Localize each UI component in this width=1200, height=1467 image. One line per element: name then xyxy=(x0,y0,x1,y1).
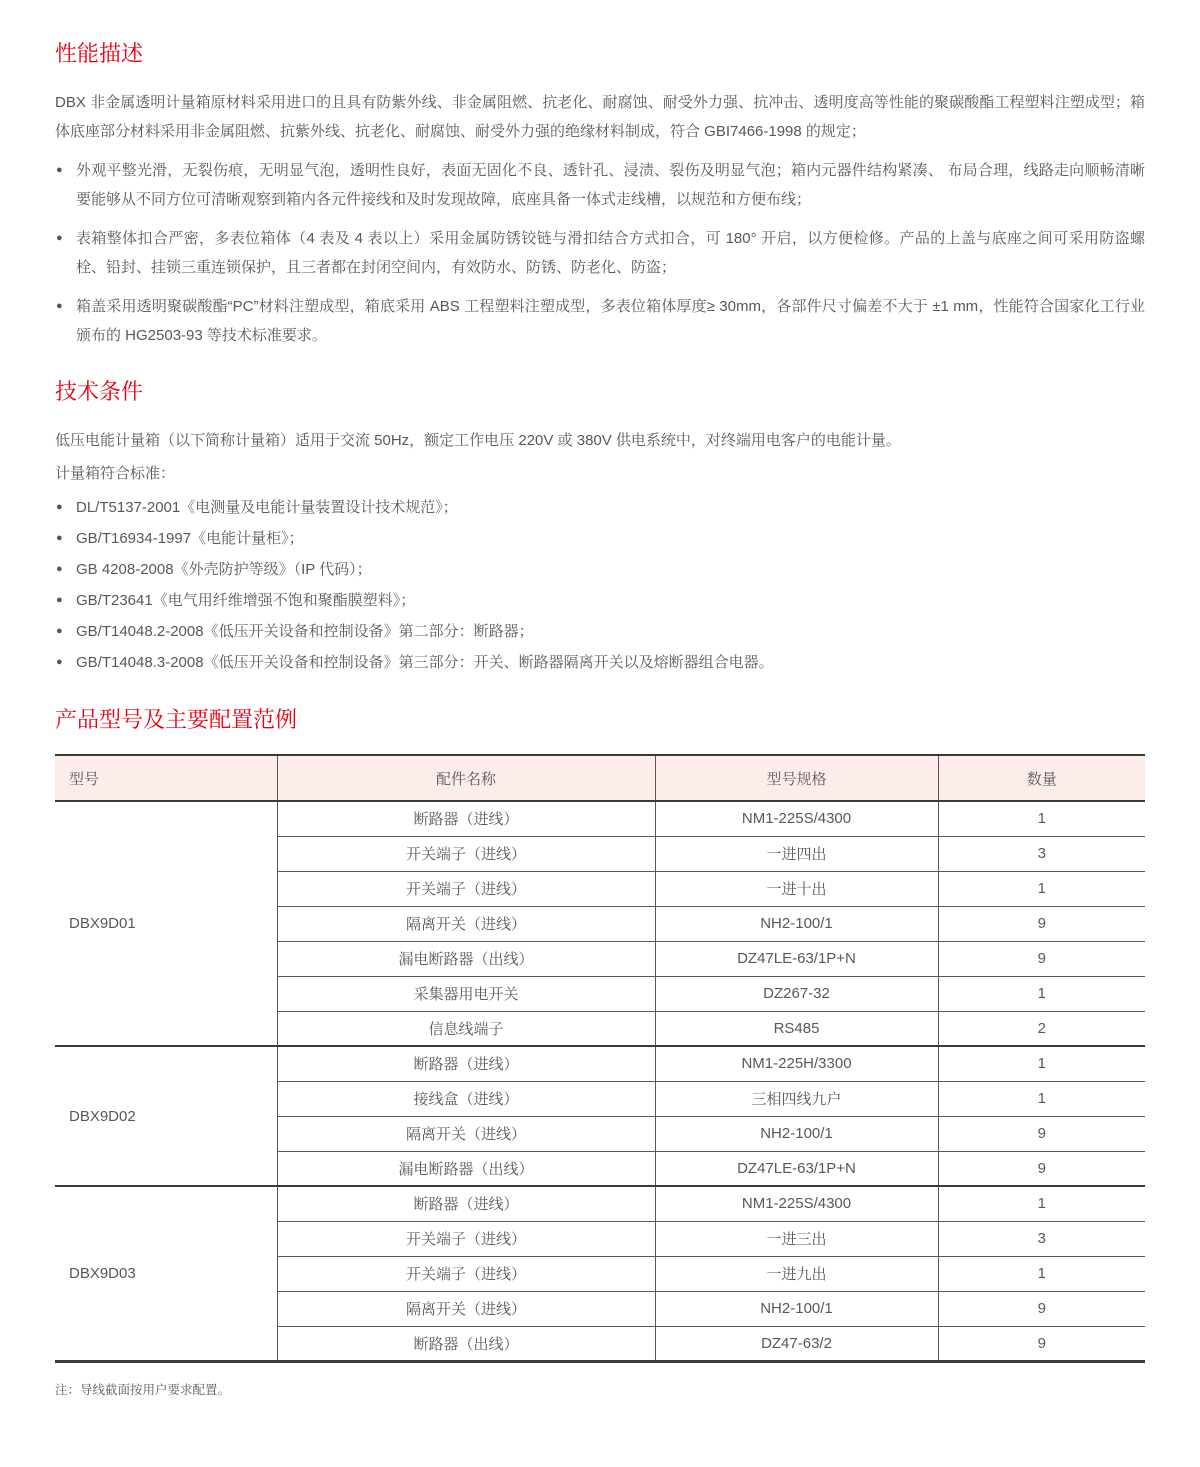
part-name-cell: 接线盒（进线） xyxy=(277,1081,655,1116)
spec-cell: 一进十出 xyxy=(655,871,938,906)
part-name-cell: 开关端子（进线） xyxy=(277,1221,655,1256)
standard-item-text: GB/T23641《电气用纤维增强不饱和聚酯膜塑料》； xyxy=(76,592,416,609)
spec-cell: DZ47-63/2 xyxy=(655,1326,938,1361)
config-table-body xyxy=(55,801,1145,1361)
config-table xyxy=(55,754,1145,1363)
section-title-models: 产品型号及主要配置范例 xyxy=(55,707,298,732)
performance-bullet-item-text: 箱盖采用透明聚碳酸酯“PC”材料注塑成型，箱底采用 ABS 工程塑料注塑成型，多表位箱体厚度≥ 30mm，各部件尺寸偏差不大于 ±1 mm，性能符合国家化工行业颁布的 HG2503-93 等技术标准要求。 xyxy=(76,298,1145,344)
part-name-cell: 断路器（进线） xyxy=(277,801,655,836)
spec-cell: 一进九出 xyxy=(655,1256,938,1291)
standard-item xyxy=(55,585,1145,616)
column-header-4: 数量 xyxy=(938,755,1145,801)
table-row xyxy=(55,1046,1145,1081)
section-models xyxy=(55,706,1145,1399)
model-cell: DBX9D01 xyxy=(55,801,277,1046)
standard-item xyxy=(55,554,1145,585)
model-cell: DBX9D02 xyxy=(55,1046,277,1186)
table-row xyxy=(55,801,1145,836)
performance-bullet-item xyxy=(55,224,1145,282)
part-name-cell: 断路器（进线） xyxy=(277,1186,655,1221)
qty-cell: 9 xyxy=(938,1151,1145,1186)
qty-cell: 3 xyxy=(938,836,1145,871)
spec-cell: NM1-225S/4300 xyxy=(655,1186,938,1221)
standard-item-text: DL/T5137-2001《电测量及电能计量装置设计技术规范》； xyxy=(76,499,458,516)
part-name-cell: 断路器（出线） xyxy=(277,1326,655,1361)
spec-cell: NH2-100/1 xyxy=(655,1116,938,1151)
performance-bullet-item-text: 表箱整体扣合严密，多表位箱体（4 表及 4 表以上）采用金属防锈铰链与滑扣结合方式扣合，可 180° 开启，以方便检修。产品的上盖与底座之间可采用防盗螺栓、铅封、挂锁三重连锁保护，且三者都在封闭空间内，有效防水、防锈、防老化、防盗； xyxy=(76,230,1145,276)
standards-list xyxy=(55,492,1145,678)
column-header-3: 型号规格 xyxy=(655,755,938,801)
table-header-row xyxy=(55,755,1145,801)
section-title-technical: 技术条件 xyxy=(55,379,144,404)
part-name-cell: 开关端子（进线） xyxy=(277,836,655,871)
section-technical xyxy=(55,378,1145,678)
performance-bullet-item-text: 外观平整光滑，无裂伤痕，无明显气泡，透明性良好，表面无固化不良、透针孔、浸渍、裂伤及明显气泡；箱内元器件结构紧凑、 布局合理，线路走向顺畅清晰要能够从不同方位可清晰观察到箱内各元件接线和及时发现故障，底座具备一体式走线槽，以规范和方便布线； xyxy=(76,162,1145,208)
bullet-icon: ● xyxy=(56,501,63,513)
performance-intro: DBX 非金属透明计量箱原材料采用进口的且具有防紫外线、非金属阻燃、抗老化、耐腐蚀、耐受外力强、抗冲击、透明度高等性能的聚碳酸酯工程塑料注塑成型；箱体底座部分材料采用非金属阻燃、抗紫外线、抗老化、耐腐蚀、耐受外力强的绝缘材料制成，符合 GBI7466-1998 的规定； xyxy=(55,94,1145,140)
part-name-cell: 开关端子（进线） xyxy=(277,1256,655,1291)
standard-item xyxy=(55,492,1145,523)
part-name-cell: 开关端子（进线） xyxy=(277,871,655,906)
spec-cell: 一进四出 xyxy=(655,836,938,871)
spec-cell: RS485 xyxy=(655,1011,938,1046)
standard-item-text: GB/T16934-1997《电能计量柜》； xyxy=(76,530,304,547)
performance-bullet-item xyxy=(55,292,1145,350)
qty-cell: 1 xyxy=(938,871,1145,906)
bullet-icon: ● xyxy=(56,625,63,637)
qty-cell: 1 xyxy=(938,1046,1145,1081)
performance-bullet-list xyxy=(55,156,1145,350)
part-name-cell: 漏电断路器（出线） xyxy=(277,941,655,976)
column-header-1: 型号 xyxy=(55,755,277,801)
qty-cell: 3 xyxy=(938,1221,1145,1256)
bullet-icon: ● xyxy=(56,300,63,312)
qty-cell: 1 xyxy=(938,976,1145,1011)
bullet-icon: ● xyxy=(56,563,63,575)
bullet-icon: ● xyxy=(56,594,63,606)
spec-cell: NM1-225H/3300 xyxy=(655,1046,938,1081)
qty-cell: 1 xyxy=(938,801,1145,836)
part-name-cell: 隔离开关（进线） xyxy=(277,1291,655,1326)
part-name-cell: 断路器（进线） xyxy=(277,1046,655,1081)
standard-item xyxy=(55,616,1145,647)
standard-item-text: GB 4208-2008《外壳防护等级》（IP 代码）； xyxy=(76,561,372,578)
bullet-icon: ● xyxy=(56,656,63,668)
standard-item xyxy=(55,523,1145,554)
spec-cell: 一进三出 xyxy=(655,1221,938,1256)
qty-cell: 1 xyxy=(938,1081,1145,1116)
spec-cell: DZ267-32 xyxy=(655,976,938,1011)
standard-item xyxy=(55,647,1145,678)
standard-item-text: GB/T14048.2-2008《低压开关设备和控制设备》第二部分：断路器； xyxy=(76,623,534,640)
part-name-cell: 漏电断路器（出线） xyxy=(277,1151,655,1186)
part-name-cell: 信息线端子 xyxy=(277,1011,655,1046)
qty-cell: 9 xyxy=(938,906,1145,941)
part-name-cell: 隔离开关（进线） xyxy=(277,1116,655,1151)
table-row xyxy=(55,1186,1145,1221)
qty-cell: 9 xyxy=(938,1291,1145,1326)
section-performance xyxy=(55,40,1145,350)
bullet-icon: ● xyxy=(56,232,63,244)
spec-cell: DZ47LE-63/1P+N xyxy=(655,1151,938,1186)
qty-cell: 1 xyxy=(938,1256,1145,1291)
column-header-2: 配件名称 xyxy=(277,755,655,801)
part-name-cell: 隔离开关（进线） xyxy=(277,906,655,941)
spec-cell: NH2-100/1 xyxy=(655,906,938,941)
bullet-icon: ● xyxy=(56,164,63,176)
table-note: 注：导线截面按用户要求配置。 xyxy=(55,1382,231,1397)
qty-cell: 9 xyxy=(938,1326,1145,1361)
qty-cell: 9 xyxy=(938,941,1145,976)
qty-cell: 9 xyxy=(938,1116,1145,1151)
model-cell: DBX9D03 xyxy=(55,1186,277,1361)
standard-item-text: GB/T14048.3-2008《低压开关设备和控制设备》第三部分：开关、断路器隔离开关以及熔断器组合电器。 xyxy=(76,654,774,671)
performance-bullet-item xyxy=(55,156,1145,214)
part-name-cell: 采集器用电开关 xyxy=(277,976,655,1011)
bullet-icon: ● xyxy=(56,532,63,544)
technical-intro: 低压电能计量箱（以下简称计量箱）适用于交流 50Hz，额定工作电压 220V 或 380V 供电系统中，对终端用电客户的电能计量。 xyxy=(55,432,901,449)
section-title-performance: 性能描述 xyxy=(55,41,144,66)
standards-subtitle: 计量箱符合标准： xyxy=(55,465,176,482)
spec-cell: DZ47LE-63/1P+N xyxy=(655,941,938,976)
spec-cell: NH2-100/1 xyxy=(655,1291,938,1326)
config-table-head xyxy=(55,755,1145,801)
spec-cell: 三相四线九户 xyxy=(655,1081,938,1116)
qty-cell: 2 xyxy=(938,1011,1145,1046)
qty-cell: 1 xyxy=(938,1186,1145,1221)
spec-cell: NM1-225S/4300 xyxy=(655,801,938,836)
